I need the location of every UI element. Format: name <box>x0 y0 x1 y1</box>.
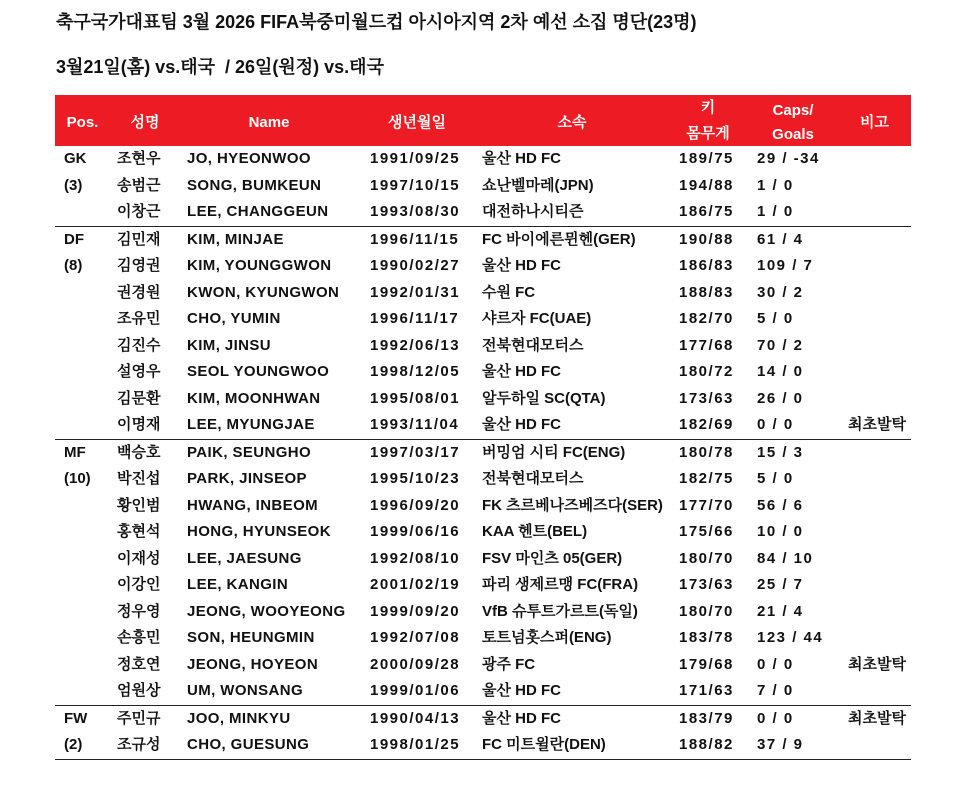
player-club: 쇼난벨마레(JPN) <box>482 176 594 194</box>
player-row <box>55 280 911 307</box>
position-cell <box>55 493 110 520</box>
position-cell <box>55 519 110 546</box>
header-club <box>476 95 668 150</box>
player-name: CHO, GUESUNG <box>187 736 310 753</box>
player-birthdate: 1992/06/13 <box>370 336 461 354</box>
header-weight-label: 몸무게 <box>686 125 730 142</box>
player-row <box>55 227 911 254</box>
player-row <box>55 625 911 652</box>
player-height-weight: 194/88 <box>679 176 734 194</box>
player-height-weight: 180/78 <box>679 443 734 461</box>
player-name: PAIK, SEUNGHO <box>187 443 312 461</box>
player-korean-name: 김진수 <box>117 336 161 354</box>
header-goals-label: Goals <box>772 125 814 143</box>
player-club: 버밍엄 시티 FC(ENG) <box>482 443 626 461</box>
player-note <box>838 227 911 254</box>
player-korean-name: 설영우 <box>117 363 161 380</box>
position-label: FW <box>64 709 88 727</box>
player-name: KWON, KYUNGWON <box>187 283 340 301</box>
player-row <box>55 333 911 360</box>
player-row <box>55 732 911 759</box>
position-group-mf <box>55 440 911 706</box>
player-korean-name: 송범근 <box>117 176 161 194</box>
player-korean-name: 정호연 <box>117 655 161 673</box>
player-caps-goals: 37 / 9 <box>757 736 804 753</box>
player-name: KIM, MOONHWAN <box>187 389 321 407</box>
player-name: CHO, YUMIN <box>187 310 281 327</box>
player-club: 울산 HD FC <box>482 416 561 433</box>
player-caps-goals: 0 / 0 <box>757 709 794 727</box>
player-note <box>838 493 911 520</box>
match-schedule: 3월21일(홈) vs.태국 / 26일(원정) vs.태국 <box>56 57 384 77</box>
player-name: JEONG, HOYEON <box>187 655 319 673</box>
player-name: HWANG, INBEOM <box>187 496 319 514</box>
player-row <box>55 386 911 413</box>
player-birthdate: 1992/07/08 <box>370 629 461 646</box>
player-row <box>55 652 911 679</box>
player-name: LEE, JAESUNG <box>187 549 302 567</box>
player-height-weight: 186/83 <box>679 257 734 274</box>
player-korean-name: 김영권 <box>117 257 161 274</box>
player-note <box>838 359 911 386</box>
player-name: JOO, MINKYU <box>187 709 291 727</box>
player-note <box>838 386 911 413</box>
player-caps-goals: 5 / 0 <box>757 470 794 487</box>
player-note <box>838 678 911 705</box>
position-cell <box>55 572 110 599</box>
header-pos <box>55 95 110 150</box>
player-height-weight: 180/70 <box>679 549 734 567</box>
player-birthdate: 1999/01/06 <box>370 682 461 699</box>
player-korean-name: 홍현석 <box>117 523 161 540</box>
player-korean-name: 조규성 <box>117 736 161 753</box>
player-korean-name: 주민규 <box>117 709 161 727</box>
player-note <box>838 333 911 360</box>
position-cell <box>55 678 110 705</box>
player-height-weight: 188/82 <box>679 736 734 753</box>
player-caps-goals: 123 / 44 <box>757 629 824 646</box>
player-height-weight: 171/63 <box>679 682 734 699</box>
player-club: 울산 HD FC <box>482 363 561 380</box>
player-club: 수원 FC <box>482 283 536 301</box>
player-club: FC 미트윌란(DEN) <box>482 736 606 753</box>
player-note <box>838 732 911 759</box>
position-cell <box>55 386 110 413</box>
player-club: KAA 헨트(BEL) <box>482 523 588 540</box>
position-count: (10) <box>64 470 91 487</box>
header-korean-name-label: 성명 <box>130 113 160 131</box>
player-korean-name: 이명재 <box>117 416 161 433</box>
player-birthdate: 2001/02/19 <box>370 576 461 593</box>
player-korean-name: 엄원상 <box>117 682 161 699</box>
player-row <box>55 466 911 493</box>
player-row <box>55 359 911 386</box>
player-club: 울산 HD FC <box>482 150 561 167</box>
position-cell <box>55 306 110 333</box>
position-cell <box>55 359 110 386</box>
player-club: FSV 마인츠 05(GER) <box>482 549 623 567</box>
position-cell <box>55 199 110 226</box>
position-cell <box>55 652 110 679</box>
squad-table <box>55 95 911 760</box>
player-birthdate: 2000/09/28 <box>370 655 461 673</box>
player-birthdate: 1993/08/30 <box>370 203 461 220</box>
player-korean-name: 백승호 <box>117 443 161 461</box>
player-row <box>55 412 911 439</box>
player-caps-goals: 56 / 6 <box>757 496 804 514</box>
player-row <box>55 440 911 467</box>
player-row <box>55 173 911 200</box>
player-caps-goals: 25 / 7 <box>757 576 804 593</box>
player-height-weight: 179/68 <box>679 655 734 673</box>
player-club: 광주 FC <box>482 655 536 673</box>
header-note <box>838 95 911 150</box>
player-name: LEE, KANGIN <box>187 576 289 593</box>
player-note <box>838 280 911 307</box>
player-caps-goals: 15 / 3 <box>757 443 804 461</box>
player-height-weight: 189/75 <box>679 150 734 167</box>
player-note: 최초발탁 <box>848 655 906 673</box>
header-height-weight <box>668 95 748 150</box>
player-row <box>55 678 911 705</box>
header-caps-label: Caps/ <box>772 101 814 119</box>
header-pos-label: Pos. <box>66 113 99 131</box>
player-height-weight: 177/70 <box>679 496 734 514</box>
player-row <box>55 519 911 546</box>
player-row <box>55 706 911 733</box>
player-korean-name: 조현우 <box>117 150 161 167</box>
player-club: 울산 HD FC <box>482 709 561 727</box>
player-club: FC 바이에른뮌헨(GER) <box>482 230 636 248</box>
player-note <box>838 546 911 573</box>
position-group-fw <box>55 706 911 760</box>
player-name: UM, WONSANG <box>187 682 304 699</box>
player-birthdate: 1997/10/15 <box>370 176 461 194</box>
player-name: KIM, YOUNGGWON <box>187 257 332 274</box>
player-club: FK 츠르베나즈베즈다(SER) <box>482 496 663 514</box>
player-note <box>838 572 911 599</box>
player-club: 울산 HD FC <box>482 682 561 699</box>
player-height-weight: 180/70 <box>679 602 734 620</box>
player-note <box>838 440 911 467</box>
player-caps-goals: 70 / 2 <box>757 336 804 354</box>
player-birthdate: 1996/11/17 <box>370 310 460 327</box>
player-name: KIM, JINSU <box>187 336 272 354</box>
player-name: PARK, JINSEOP <box>187 470 307 487</box>
page-title: 축구국가대표팀 3월 2026 FIFA북중미월드컵 아시아지역 2차 예선 소집 명단(23명) <box>56 12 697 32</box>
player-birthdate: 1998/01/25 <box>370 736 461 753</box>
player-note: 최초발탁 <box>848 709 906 727</box>
player-row <box>55 546 911 573</box>
player-height-weight: 190/88 <box>679 230 734 248</box>
player-note <box>838 599 911 626</box>
player-note <box>838 466 911 493</box>
player-name: LEE, CHANGGEUN <box>187 203 329 220</box>
player-row <box>55 572 911 599</box>
player-club: 대전하나시티즌 <box>482 203 584 220</box>
player-note <box>838 306 911 333</box>
player-birthdate: 1997/03/17 <box>370 443 461 461</box>
player-row <box>55 493 911 520</box>
player-height-weight: 177/68 <box>679 336 734 354</box>
player-club: 파리 생제르맹 FC(FRA) <box>482 576 639 593</box>
player-korean-name: 조유민 <box>117 310 161 327</box>
player-korean-name: 손흥민 <box>117 629 161 646</box>
header-height-label: 키 <box>700 99 716 116</box>
player-height-weight: 175/66 <box>679 523 734 540</box>
position-count: (2) <box>64 736 83 753</box>
player-height-weight: 183/78 <box>679 629 734 646</box>
player-note <box>838 199 911 226</box>
position-cell <box>55 333 110 360</box>
player-name: LEE, MYUNGJAE <box>187 416 315 433</box>
header-club-label: 소속 <box>557 113 587 131</box>
player-birthdate: 1993/11/04 <box>370 416 460 433</box>
player-height-weight: 173/63 <box>679 576 734 593</box>
player-birthdate: 1999/09/20 <box>370 602 461 620</box>
position-cell <box>55 599 110 626</box>
player-club: VfB 슈투트가르트(독일) <box>482 602 638 620</box>
player-note <box>838 253 911 280</box>
player-birthdate: 1990/02/27 <box>370 257 461 274</box>
position-count: (3) <box>64 176 83 194</box>
player-caps-goals: 61 / 4 <box>757 230 804 248</box>
player-height-weight: 173/63 <box>679 389 734 407</box>
player-height-weight: 180/72 <box>679 363 734 380</box>
header-note-label: 비고 <box>860 113 889 131</box>
player-caps-goals: 10 / 0 <box>757 523 804 540</box>
position-label: MF <box>64 443 86 461</box>
player-caps-goals: 1 / 0 <box>757 176 794 194</box>
player-korean-name: 김문환 <box>117 389 161 407</box>
player-birthdate: 1992/08/10 <box>370 549 461 567</box>
player-caps-goals: 30 / 2 <box>757 283 804 301</box>
player-caps-goals: 109 / 7 <box>757 257 814 274</box>
player-korean-name: 권경원 <box>117 283 161 301</box>
player-row <box>55 306 911 333</box>
player-row <box>55 146 911 173</box>
player-caps-goals: 7 / 0 <box>757 682 794 699</box>
player-row <box>55 599 911 626</box>
player-birthdate: 1992/01/31 <box>370 283 461 301</box>
table-header <box>55 95 911 146</box>
position-cell <box>55 546 110 573</box>
position-cell <box>55 625 110 652</box>
player-korean-name: 이재성 <box>117 549 161 567</box>
player-birthdate: 1999/06/16 <box>370 523 461 540</box>
player-height-weight: 182/70 <box>679 310 734 327</box>
player-korean-name: 이강인 <box>117 576 161 593</box>
player-caps-goals: 26 / 0 <box>757 389 804 407</box>
player-birthdate: 1990/04/13 <box>370 709 461 727</box>
player-note <box>838 519 911 546</box>
player-caps-goals: 0 / 0 <box>757 416 794 433</box>
player-birthdate: 1991/09/25 <box>370 150 461 167</box>
player-height-weight: 182/69 <box>679 416 734 433</box>
player-note: 최초발탁 <box>848 416 906 433</box>
header-name-label: Name <box>248 113 290 131</box>
player-korean-name: 황인범 <box>117 496 161 514</box>
player-caps-goals: 14 / 0 <box>757 363 804 380</box>
player-name: JEONG, WOOYEONG <box>187 602 346 620</box>
player-name: KIM, MINJAE <box>187 230 284 248</box>
player-caps-goals: 21 / 4 <box>757 602 804 620</box>
player-name: SONG, BUMKEUN <box>187 176 322 194</box>
player-birthdate: 1998/12/05 <box>370 363 461 380</box>
player-height-weight: 182/75 <box>679 470 734 487</box>
player-note <box>838 173 911 200</box>
player-caps-goals: 5 / 0 <box>757 310 794 327</box>
position-count: (8) <box>64 257 83 274</box>
player-birthdate: 1996/09/20 <box>370 496 461 514</box>
header-name <box>180 95 358 150</box>
player-name: HONG, HYUNSEOK <box>187 523 331 540</box>
player-height-weight: 188/83 <box>679 283 734 301</box>
player-caps-goals: 0 / 0 <box>757 655 794 673</box>
position-label: DF <box>64 230 84 248</box>
position-group-df <box>55 227 911 440</box>
player-note <box>838 625 911 652</box>
position-cell <box>55 280 110 307</box>
player-club: 전북현대모터스 <box>482 336 584 354</box>
player-birthdate: 1996/11/15 <box>370 230 460 248</box>
header-birthdate-label: 생년월일 <box>388 113 446 131</box>
player-korean-name: 김민재 <box>117 230 161 248</box>
player-height-weight: 183/79 <box>679 709 734 727</box>
player-height-weight: 186/75 <box>679 203 734 220</box>
player-caps-goals: 1 / 0 <box>757 203 794 220</box>
player-club: 울산 HD FC <box>482 257 561 274</box>
player-korean-name: 박진섭 <box>117 470 161 487</box>
player-row <box>55 199 911 226</box>
player-club: 샤르자 FC(UAE) <box>482 310 592 327</box>
position-label: GK <box>64 150 87 167</box>
player-club: 알두하일 SC(QTA) <box>482 389 606 407</box>
player-korean-name: 정우영 <box>117 602 161 620</box>
player-club: 토트넘홋스퍼(ENG) <box>482 629 612 646</box>
player-korean-name: 이창근 <box>117 203 161 220</box>
player-club: 전북현대모터스 <box>482 470 584 487</box>
header-korean-name <box>110 95 180 150</box>
position-cell <box>55 412 110 439</box>
header-caps-goals <box>748 95 838 150</box>
player-name: JO, HYEONWOO <box>187 150 311 167</box>
player-row <box>55 253 911 280</box>
header-birthdate <box>358 95 476 150</box>
player-name: SEOL YOUNGWOO <box>187 363 330 380</box>
player-caps-goals: 84 / 10 <box>757 549 814 567</box>
player-birthdate: 1995/08/01 <box>370 389 461 407</box>
player-birthdate: 1995/10/23 <box>370 470 461 487</box>
player-name: SON, HEUNGMIN <box>187 629 315 646</box>
player-note <box>838 146 911 173</box>
player-caps-goals: 29 / -34 <box>757 150 820 167</box>
position-group-gk <box>55 146 911 227</box>
